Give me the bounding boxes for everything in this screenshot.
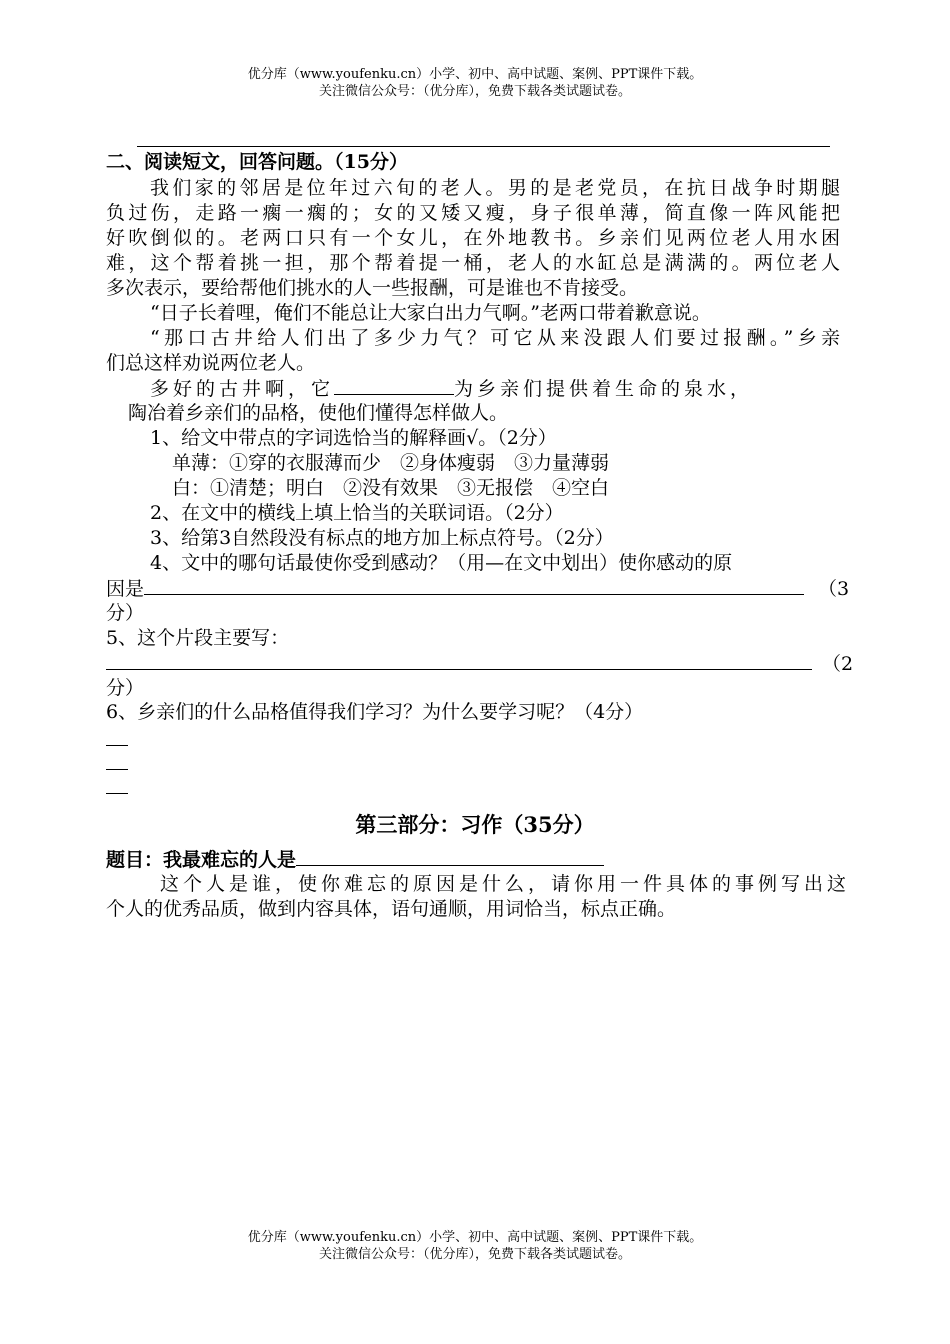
passage-line: 难，这个帮着挑一担，那个帮着提一桶，老人的水缸总是满满的。两位老人 xyxy=(106,252,840,274)
passage-line: 我们家的邻居是位年过六旬的老人。男的是老党员，在抗日战争时期腿 xyxy=(150,177,840,199)
question-6: 6、乡亲们的什么品格值得我们学习？为什么要学习呢？（4分） xyxy=(106,701,644,723)
section-3-title: 第三部分：习作（35分） xyxy=(355,812,595,837)
question-5-answer-blank[interactable] xyxy=(106,651,812,670)
question-1-option-bai: 白：①清楚；明白 ②没有效果 ③无报偿 ④空白 xyxy=(172,477,610,499)
question-4-prefix: 因是 xyxy=(106,578,145,600)
question-1-option-danbo: 单薄：①穿的衣服薄而少 ②身体瘦弱 ③力量薄弱 xyxy=(172,452,610,474)
answer-dash[interactable] xyxy=(106,793,128,794)
question-4-answer-blank[interactable] xyxy=(144,576,804,595)
composition-topic-line xyxy=(106,847,846,872)
passage-text: 多好的古井啊，它 xyxy=(150,378,335,400)
passage-line: 好吹倒似的。老两口只有一个女儿，在外地教书。乡亲们见两位老人用水困 xyxy=(106,227,840,249)
question-4: 4、文中的哪句话最使你受到感动？（用—在文中划出）使你感动的原 xyxy=(150,552,733,574)
page-footer xyxy=(0,1229,950,1263)
footer-line-1: 优分库（www.youfenku.cn）小学、初中、高中试题、案例、PPT课件下载。 xyxy=(247,1230,703,1245)
passage-line: 多次表示，要给帮他们挑水的人一些报酬，可是谁也不肯接受。 xyxy=(106,277,639,299)
section-heading: 二、阅读短文，回答问题。（15分） xyxy=(106,151,408,173)
passage-line: 们总这样劝说两位老人。 xyxy=(106,352,316,374)
conjunction-blank[interactable] xyxy=(334,376,454,395)
question-3: 3、给第3自然段没有标点的地方加上标点符号。（2分） xyxy=(150,527,614,549)
question-5-score: （2 xyxy=(822,653,854,675)
passage-line: 负过伤，走路一瘸一瘸的；女的又矮又瘦，身子很单薄，简直像一阵风能把 xyxy=(106,202,840,224)
answer-dash[interactable] xyxy=(106,769,128,770)
composition-topic-blank[interactable] xyxy=(296,847,604,866)
passage-line: “日子长着哩，俺们不能总让大家白出力气啊。”老两口带着歉意说。 xyxy=(150,302,711,324)
answer-dash[interactable] xyxy=(106,745,128,746)
question-4-score-tail: 分） xyxy=(106,602,145,624)
header-line-1: 优分库（www.youfenku.cn）小学、初中、高中试题、案例、PPT课件下载。 xyxy=(247,67,703,82)
question-4-answer-line xyxy=(106,576,850,601)
composition-topic-label: 题目：我最难忘的人是 xyxy=(106,849,297,871)
question-5: 5、这个片段主要写： xyxy=(106,627,290,649)
header-rule xyxy=(137,146,830,147)
passage-text: 为乡亲们提供着生命的泉水， xyxy=(454,378,754,400)
page-header xyxy=(0,66,950,100)
header-line-2: 关注微信公众号：（优分库），免费下载各类试题试卷。 xyxy=(318,84,631,99)
passage-line: “那口古井给人们出了多少力气？可它从来没跟人们要过报酬。”乡亲 xyxy=(150,327,840,349)
footer-line-2: 关注微信公众号：（优分库），免费下载各类试题试卷。 xyxy=(318,1247,631,1262)
passage-line: 陶冶着乡亲们的品格，使他们懂得怎样做人。 xyxy=(128,402,509,424)
question-1: 1、给文中带点的字词选恰当的解释画√。（2分） xyxy=(150,427,557,449)
question-4-score: （3 xyxy=(818,578,850,600)
passage-fill-line xyxy=(150,376,840,401)
question-2: 2、在文中的横线上填上恰当的关联词语。（2分） xyxy=(150,502,564,524)
question-5-score-tail: 分） xyxy=(106,677,145,699)
composition-desc-line: 个人的优秀品质，做到内容具体，语句通顺，用词恰当，标点正确。 xyxy=(106,898,677,920)
composition-desc-line: 这个人是谁，使你难忘的原因是什么，请你用一件具体的事例写出这 xyxy=(160,873,846,895)
question-5-answer-line xyxy=(106,651,854,676)
